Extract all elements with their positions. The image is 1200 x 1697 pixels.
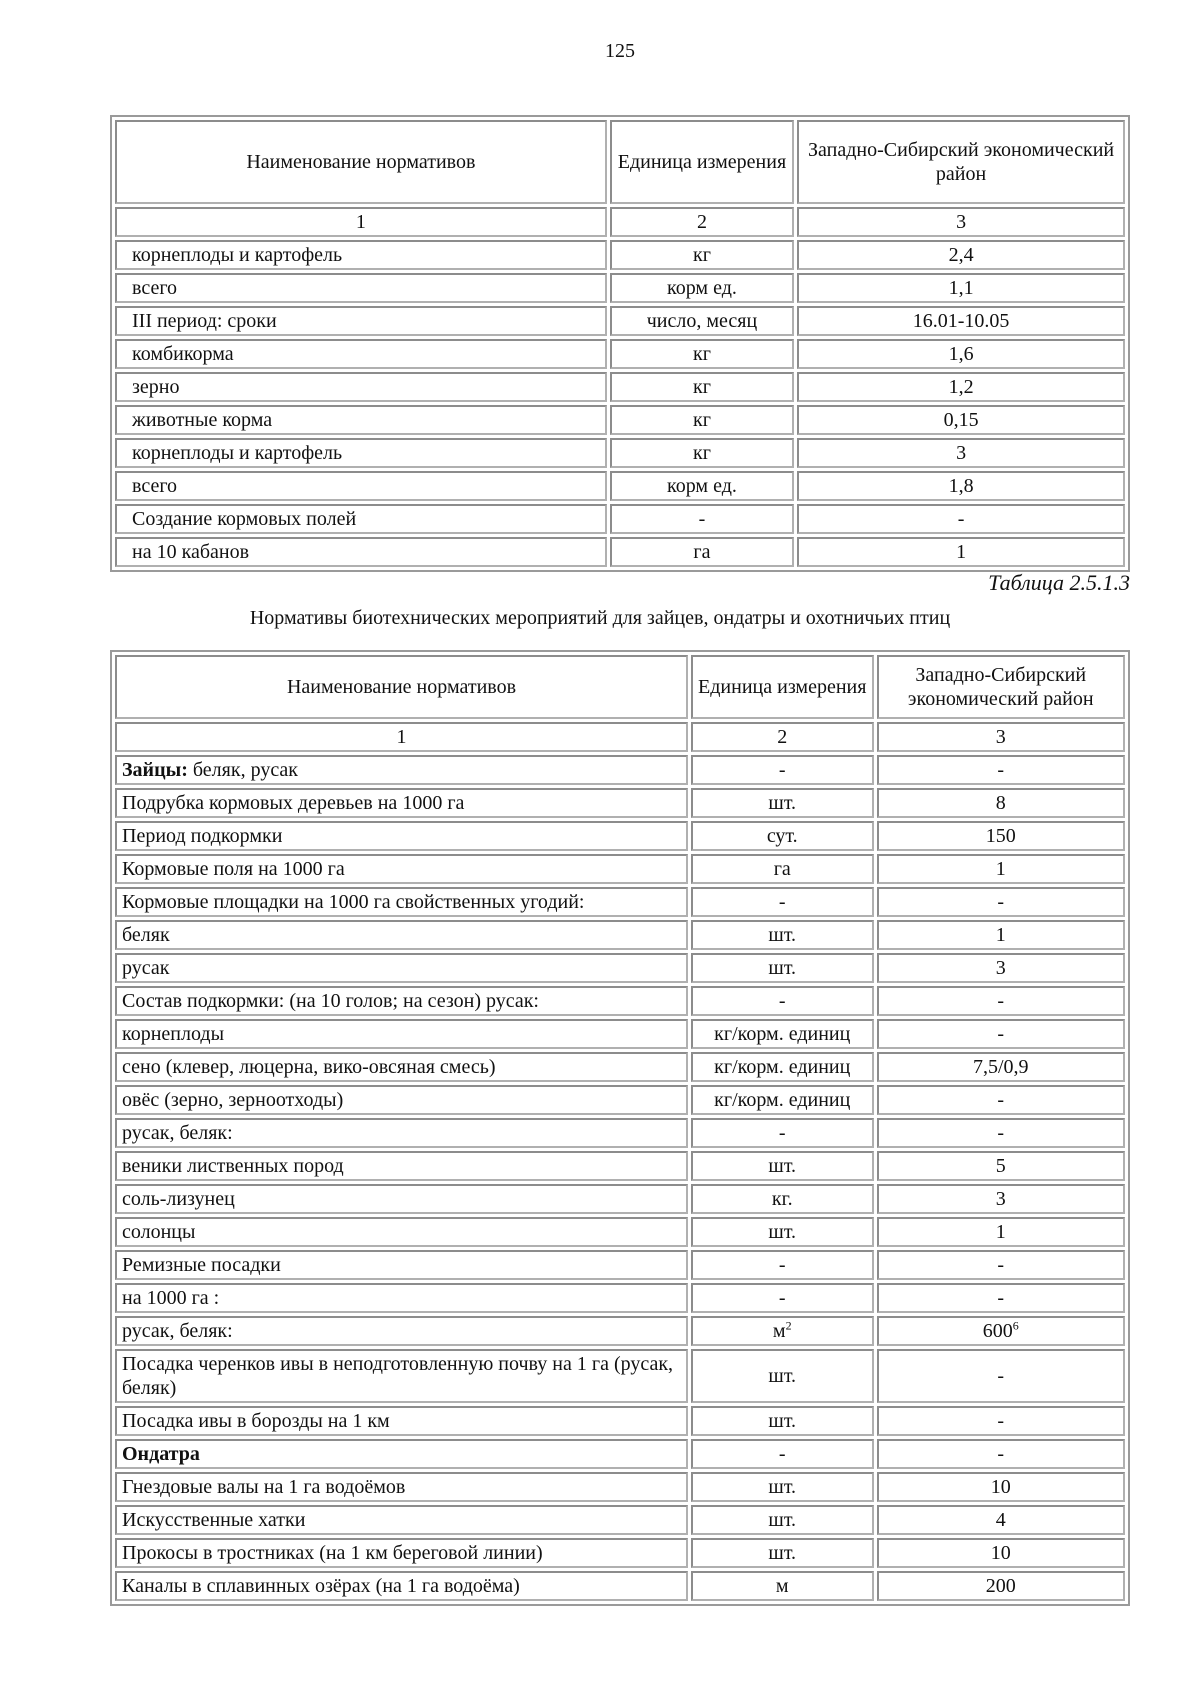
norm-unit [691,821,874,851]
norm-name [115,821,688,851]
header-region: Западно-Сибирский экономический район [797,120,1125,204]
norm-name-text: русак [122,957,170,979]
norm-name-text: на 1000 га : [122,1287,220,1309]
norm-unit [691,1118,874,1148]
norm-unit-superscript: 2 [785,1318,792,1333]
norm-name-text: сено (клевер, люцерна, вико-овсяная смесь) [122,1056,496,1078]
table-label: Таблица 2.5.1.3 [988,570,1130,595]
norm-name-text: Состав подкормки: (на 10 голов; на сезон) русак: [122,990,539,1012]
table-row [115,1349,1125,1403]
norm-value [877,1505,1125,1535]
norm-name-text: солонцы [122,1221,196,1243]
norm-unit [691,953,874,983]
norm-name-text: Гнездовые валы на 1 га водоёмов [122,1476,406,1498]
norm-unit: кг [610,372,794,402]
feed-norms-table [110,115,1130,572]
table-row [115,1283,1125,1313]
norm-name [115,1316,688,1346]
norm-unit: число, месяц [610,306,794,336]
column-number: 2 [610,207,794,237]
norm-name [115,953,688,983]
norm-value [877,788,1125,818]
norm-unit [691,1019,874,1049]
norm-name-text: Подрубка кормовых деревьев на 1000 га [122,792,465,814]
norm-name [115,1439,688,1469]
norm-unit-text: м [772,1320,786,1342]
norm-value-text: 1 [995,858,1006,880]
norm-value-text: - [997,1443,1005,1465]
norm-unit-text: - [778,1254,786,1276]
norm-value: 3 [797,438,1125,468]
header-name: Наименование нормативов [115,120,607,204]
norm-unit-text: кг/корм. единиц [714,1023,851,1045]
table-row [115,240,1125,270]
norm-value-text: - [997,1410,1005,1432]
norm-value-text: - [997,1089,1005,1111]
norm-value-text: - [997,1254,1005,1276]
table-row [115,920,1125,950]
column-number: 3 [877,722,1125,752]
norm-name [115,1085,688,1115]
norm-name: животные корма [115,405,607,435]
norm-unit-text: кг/корм. единиц [714,1056,851,1078]
norm-unit [691,1217,874,1247]
norm-value [877,854,1125,884]
table-row [115,1151,1125,1181]
norm-name [115,1283,688,1313]
norm-value [877,1406,1125,1436]
norm-value-text: - [997,1287,1005,1309]
norm-value: 1,1 [797,273,1125,303]
norm-value: 1 [797,537,1125,567]
norm-name [115,1505,688,1535]
norm-value [877,953,1125,983]
page-number: 125 [605,40,635,62]
norm-value-text: 200 [985,1575,1016,1597]
norm-value-text: 10 [990,1476,1011,1498]
table-row [115,887,1125,917]
norm-name-text: беляк [122,924,170,946]
table-row [115,1505,1125,1535]
norm-value-text: 7,5/0,9 [972,1056,1029,1078]
norm-unit-text: шт. [768,924,797,946]
norm-value [877,1184,1125,1214]
norm-name [115,1052,688,1082]
norm-name [115,1184,688,1214]
norm-unit: га [610,537,794,567]
norm-unit-text: сут. [766,825,798,847]
norm-value: 1,2 [797,372,1125,402]
norm-unit-text: - [778,1122,786,1144]
norm-name-text: русак, беляк: [122,1320,233,1342]
table-row [115,1538,1125,1568]
table-row [115,986,1125,1016]
norm-value [877,1151,1125,1181]
norm-name [115,887,688,917]
norm-unit: - [610,504,794,534]
norm-name-text: корнеплоды [122,1023,225,1045]
norm-unit: корм ед. [610,471,794,501]
norm-unit-text: кг/корм. единиц [714,1089,851,1111]
table-row [115,1316,1125,1346]
norm-unit [691,1052,874,1082]
norm-unit-text: шт. [768,957,797,979]
norm-name [115,920,688,950]
norm-name [115,1019,688,1049]
column-number: 1 [115,722,688,752]
column-number-row [115,207,1125,237]
norm-name [115,1406,688,1436]
norm-unit-text: шт. [768,1410,797,1432]
norm-unit [691,1349,874,1403]
table-row [115,273,1125,303]
table-row [115,1472,1125,1502]
norm-name-text: веники лиственных пород [122,1155,344,1177]
norm-name [115,1151,688,1181]
norm-unit [691,854,874,884]
norm-unit-text: - [778,1443,786,1465]
norm-unit-text: - [778,891,786,913]
table-row [115,372,1125,402]
norm-unit [691,887,874,917]
norm-name: всего [115,471,607,501]
norm-value [877,755,1125,785]
table-row [115,306,1125,336]
norm-value [877,1019,1125,1049]
norm-unit-text: кг. [771,1188,793,1210]
norm-value: 16.01-10.05 [797,306,1125,336]
norm-value: 2,4 [797,240,1125,270]
norm-value-text: 3 [995,957,1006,979]
norm-value-text: 4 [995,1509,1006,1531]
norm-unit-text: шт. [768,792,797,814]
norm-unit-text: шт. [768,1542,797,1564]
norm-value-text: 10 [990,1542,1011,1564]
table-row [115,1439,1125,1469]
norm-name-text: Каналы в сплавинных озёрах (на 1 га водоёма) [122,1575,520,1597]
table-row [115,1118,1125,1148]
norm-unit [691,1250,874,1280]
norm-unit-text: - [778,759,786,781]
norm-name: на 10 кабанов [115,537,607,567]
table-row [115,1184,1125,1214]
norm-name [115,1538,688,1568]
norm-unit [691,1571,874,1601]
column-number: 1 [115,207,607,237]
norm-value: 1,8 [797,471,1125,501]
norm-value [877,1349,1125,1403]
norm-unit [691,1406,874,1436]
norm-value-text: 1 [995,1221,1006,1243]
table-row [115,339,1125,369]
norm-value-text: 5 [995,1155,1006,1177]
table-row [115,1019,1125,1049]
norm-unit: корм ед. [610,273,794,303]
norm-value [877,821,1125,851]
norm-name-bold: Ондатра [122,1443,200,1465]
table-row [115,1052,1125,1082]
norm-unit-text: - [778,1287,786,1309]
norm-value-text: - [997,1365,1005,1387]
table-row [115,504,1125,534]
table-row [115,788,1125,818]
norm-unit [691,755,874,785]
norm-name [115,1472,688,1502]
norm-unit [691,1538,874,1568]
norm-name-bold: Зайцы: [122,759,188,781]
norm-name-text: овёс (зерно, зерноотходы) [122,1089,344,1111]
norm-unit-text: шт. [768,1365,797,1387]
norm-unit: кг [610,405,794,435]
norm-name [115,1250,688,1280]
norm-name: корнеплоды и картофель [115,240,607,270]
norm-value [877,1571,1125,1601]
norm-value-text: - [997,1023,1005,1045]
norm-name [115,1349,688,1403]
table-row [115,755,1125,785]
norm-value [877,1250,1125,1280]
norm-name-text: Кормовые поля на 1000 га [122,858,345,880]
norm-value: 1,6 [797,339,1125,369]
table-row [115,821,1125,851]
norm-value-text: - [997,891,1005,913]
table-row [115,1217,1125,1247]
norm-name-text: Искусственные хатки [122,1509,306,1531]
table-row [115,537,1125,567]
norm-name-text: беляк, русак [187,759,299,781]
norm-name [115,1571,688,1601]
norm-value-text: 8 [995,792,1006,814]
norm-value-text: 1 [995,924,1006,946]
norm-unit [691,1505,874,1535]
norm-unit [691,1184,874,1214]
norm-value [877,1283,1125,1313]
norm-unit [691,920,874,950]
norm-name: III период: сроки [115,306,607,336]
header-unit: Единица измерения [610,120,794,204]
norm-name-text: Кормовые площадки на 1000 га свойственных угодий: [122,891,585,913]
norm-unit [691,1316,874,1346]
norm-value [877,1538,1125,1568]
table-row [115,1571,1125,1601]
norm-value: 0,15 [797,405,1125,435]
table-row [115,438,1125,468]
norm-unit [691,788,874,818]
norm-name [115,854,688,884]
column-number-row [115,722,1125,752]
table-row [115,471,1125,501]
norm-value-superscript: 6 [1012,1318,1019,1333]
norm-name [115,788,688,818]
norm-value-text: 3 [995,1188,1006,1210]
norm-unit [691,1439,874,1469]
norm-unit-text: га [773,858,791,880]
norm-name: корнеплоды и картофель [115,438,607,468]
norm-unit-text: шт. [768,1509,797,1531]
column-number: 3 [797,207,1125,237]
norm-value [877,1085,1125,1115]
norm-name [115,1118,688,1148]
norm-value [877,1217,1125,1247]
column-number: 2 [691,722,874,752]
norm-value [877,1052,1125,1082]
norm-name-text: Ремизные посадки [122,1254,281,1276]
norm-value [877,1118,1125,1148]
norm-value-text: - [997,990,1005,1012]
norm-value-text: 600 [982,1320,1013,1342]
norm-name [115,755,688,785]
norm-unit: кг [610,240,794,270]
norm-unit [691,1472,874,1502]
norm-unit: кг [610,438,794,468]
table-row [115,1406,1125,1436]
norm-unit [691,1151,874,1181]
norm-name [115,1217,688,1247]
norm-unit [691,986,874,1016]
norm-value [877,887,1125,917]
table-caption: Нормативы биотехнических мероприятий для зайцев, ондатры и охотничьих птиц [249,607,951,629]
norm-name [115,986,688,1016]
norm-name: комбикорма [115,339,607,369]
table-row [115,953,1125,983]
norm-unit [691,1085,874,1115]
norm-value: - [797,504,1125,534]
norm-unit-text: шт. [768,1221,797,1243]
header-name: Наименование нормативов [115,655,688,719]
norm-value [877,1472,1125,1502]
table-header-row [115,655,1125,719]
norm-unit-text: м [775,1575,789,1597]
norm-unit: кг [610,339,794,369]
norm-value [877,920,1125,950]
header-region: Западно-Сибирский экономический район [877,655,1125,719]
norm-value-text: 150 [985,825,1016,847]
table-row [115,1250,1125,1280]
norm-value [877,1439,1125,1469]
table-row [115,854,1125,884]
norm-name-text: Прокосы в тростниках (на 1 км береговой линии) [122,1542,543,1564]
biotechnical-norms-table [110,650,1130,1606]
norm-value-text: - [997,759,1005,781]
norm-name-text: Посадка черенков ивы в неподготовленную почву на 1 га (русак, беляк) [122,1353,674,1399]
header-unit: Единица измерения [691,655,874,719]
norm-unit-text: шт. [768,1155,797,1177]
table-row [115,405,1125,435]
norm-name-text: Посадка ивы в борозды на 1 км [122,1410,390,1432]
norm-unit-text: - [778,990,786,1012]
norm-name-text: соль-лизунец [122,1188,235,1210]
norm-value-text: - [997,1122,1005,1144]
norm-unit-text: шт. [768,1476,797,1498]
norm-unit [691,1283,874,1313]
table-header-row [115,120,1125,204]
norm-value [877,1316,1125,1346]
norm-name: зерно [115,372,607,402]
norm-value [877,986,1125,1016]
norm-name-text: русак, беляк: [122,1122,233,1144]
norm-name: всего [115,273,607,303]
norm-name-text: Период подкормки [122,825,283,847]
norm-name: Создание кормовых полей [115,504,607,534]
table-row [115,1085,1125,1115]
